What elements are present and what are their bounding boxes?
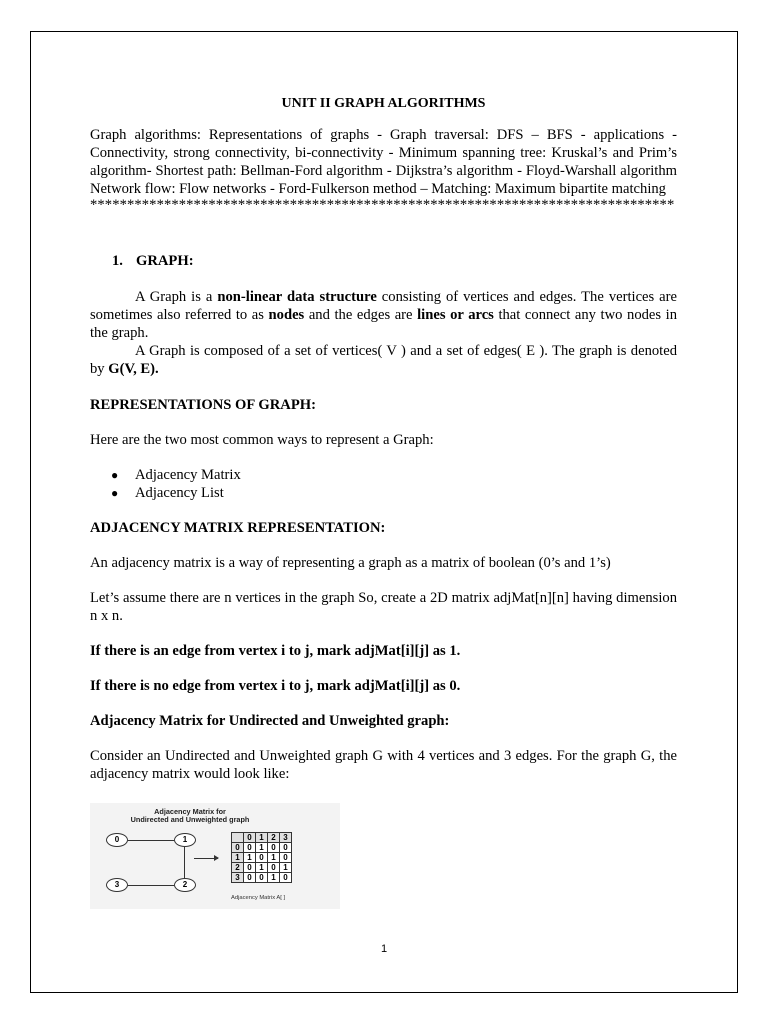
page-title: UNIT II GRAPH ALGORITHMS — [281, 96, 486, 111]
graph-notation-paragraph: A Graph is composed of a set of vertices( V ) and a set of edges( E ). The graph is denoted by G(V, E). — [90, 343, 677, 377]
graph-node-2: 2 — [174, 878, 196, 892]
document-body — [90, 95, 677, 783]
section-number: 1. — [112, 253, 123, 269]
table-row: 2 0 1 0 1 — [232, 863, 292, 873]
table-row: 0 0 1 0 0 — [232, 843, 292, 853]
section-title: GRAPH: — [136, 253, 194, 269]
adjacency-matrix-figure — [90, 803, 340, 909]
adjacency-matrix-table — [231, 832, 292, 883]
graph-edge-1-2 — [184, 847, 185, 879]
graph-definition-paragraph: A Graph is a non-linear data structure consisting of vertices and edges. The vertices are sometimes also referred to as nodes and the edges are lines or arcs that connect any two nodes in the graph. — [90, 289, 678, 341]
syllabus-paragraph: Graph algorithms: Representations of graphs - Graph traversal: DFS – BFS - applications - Connectivity, strong connectivity, bi-connectivity - Minimum spanning tree: Kruskal’s and Prim’s algorithm- Shortest path: Bellman-Ford algorithm - Dijkstra’s algorithm - Floyd-Warshall algorithm Network flow: Flow networks - Ford-Fulkerson method – Matching: Maximum bipartite matching — [90, 127, 677, 197]
adjacency-definition: An adjacency matrix is a way of representing a graph as a matrix of boolean (0’s and 1’s) — [90, 555, 611, 571]
bullet-icon: ● — [111, 486, 119, 500]
consider-paragraph: Consider an Undirected and Unweighted graph G with 4 vertices and 3 edges. For the graph G, the adjacency matrix would look like: — [90, 748, 677, 782]
representations-heading: REPRESENTATIONS OF GRAPH: — [90, 397, 316, 413]
adjacency-matrix-heading: ADJACENCY MATRIX REPRESENTATION: — [90, 520, 386, 536]
undirected-subheading: Adjacency Matrix for Undirected and Unweighted graph: — [90, 713, 450, 729]
list-item: ● Adjacency Matrix — [111, 467, 241, 483]
arrow-right-icon — [194, 858, 218, 859]
figure-title: Adjacency Matrix for Undirected and Unweighted graph — [130, 807, 250, 824]
graph-edge-3-2 — [128, 885, 174, 886]
table-row: 3 0 0 1 0 — [232, 873, 292, 883]
matrix-caption: Adjacency Matrix A[ ] — [231, 895, 286, 901]
graph-node-1: 1 — [174, 833, 196, 847]
table-row: 0 1 2 3 — [232, 833, 292, 843]
graph-node-0: 0 — [106, 833, 128, 847]
separator-line: ******************************************************************************* — [90, 198, 675, 213]
page-number: 1 — [380, 943, 388, 955]
edge-rule-zero: If there is no edge from vertex i to j, mark adjMat[i][j] as 0. — [90, 678, 461, 694]
list-item: ● Adjacency List — [111, 485, 224, 501]
representations-intro: Here are the two most common ways to represent a Graph: — [90, 432, 434, 448]
adjacency-assumption: Let’s assume there are n vertices in the graph So, create a 2D matrix adjMat[n][n] having dimension n x n. — [90, 590, 677, 624]
table-row: 1 1 0 1 0 — [232, 853, 292, 863]
representation-list — [90, 466, 677, 502]
graph-node-3: 3 — [106, 878, 128, 892]
bullet-icon: ● — [111, 468, 119, 482]
graph-edge-0-1 — [128, 840, 174, 841]
edge-rule-one: If there is an edge from vertex i to j, mark adjMat[i][j] as 1. — [90, 643, 461, 659]
section-heading-graph — [90, 252, 677, 270]
